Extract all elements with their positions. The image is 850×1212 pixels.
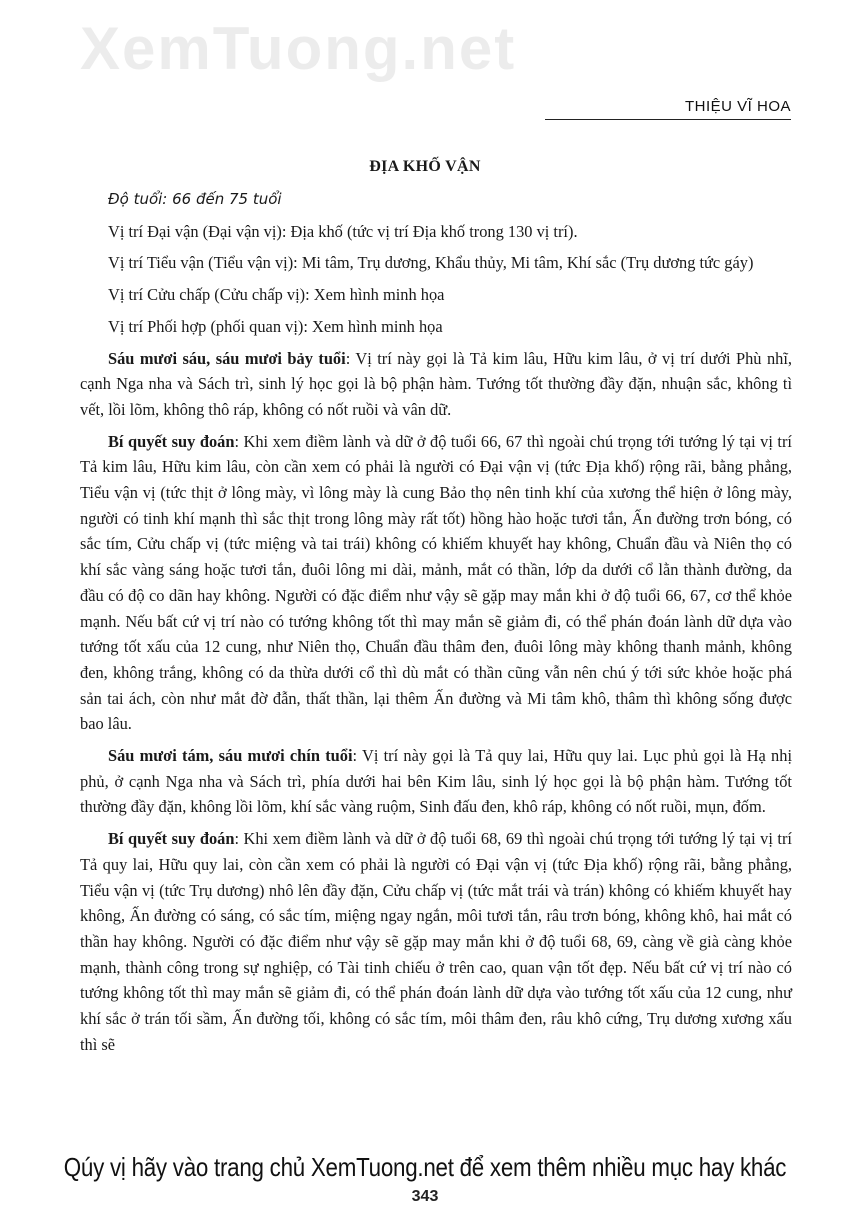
watermark: XemTuong.net [80,15,517,82]
paragraph-lead: Bí quyết suy đoán [108,431,235,451]
age-range [80,186,792,213]
paragraph [80,346,792,423]
paragraph-text: Vị trí Phối hợp (phối quan vị): Xem hình minh họa [108,316,443,336]
age-range-text: Độ tuổi: 66 đến 75 tuổi [108,190,282,208]
paragraph-text: : Khi xem điềm lành và dữ ở độ tuổi 68, 69 thì ngoài chú trọng tới tướng lý tại vị trí Tả quy lai, Hữu quy lai, còn cần xem có phải là người có Đại vận vị (tức Địa khố) rộng rãi, bằng phẳng, Tiểu vận vị (tức Trụ dương) nhô lên đầy đặn, Cửu chấp vị (tức mắt trái và trán) không có khiếm khuyết hay không, Ấn đường có sáng, có sắc tím, miệng ngay ngắn, môi tươi tắn, râu trơn bóng, không khô, hai mắt có thần hay không. Người có đặc điểm như vậy sẽ gặp may mắn khi ở độ tuổi 68, 69, càng về già càng khỏe mạnh, thành công trong sự nghiệp, có Tài tinh chiếu ở trên cao, quan vận tốt đẹp. Nếu bất cứ vị trí nào có tướng không tốt thì may mắn sẽ giảm đi, có thể phán đoán lành dữ dựa vào tướng tốt xấu của 12 cung, như khí sắc ở trán tối sầm, Ấn đường tối, không có sắc tím, môi thâm đen, râu khô cứng, Trụ dương xương xấu thì sẽ [80,829,792,1054]
paragraph [80,429,792,737]
paragraph-text: Vị trí Đại vận (Đại vận vị): Địa khố (tức vị trí Địa khố trong 130 vị trí). [108,221,578,241]
paragraph [80,314,792,340]
paragraph [80,219,792,245]
body-text [80,186,792,1064]
page-number: 343 [411,1188,439,1205]
paragraph-text: Vị trí Tiểu vận (Tiểu vận vị): Mi tâm, Trụ dương, Khẩu thủy, Mi tâm, Khí sắc (Trụ dương tức gáy) [108,253,754,273]
paragraph [80,743,792,820]
paragraph [80,826,792,1057]
paragraph-text: : Vị trí này gọi là Tả quy lai, Hữu quy lai. Lục phủ gọi là Hạ nhị phủ, ở cạnh Nga nha và Sách trì, phía dưới hai bên Kim lâu, sinh lý học gọi là bộ phận hàm. Tướng tốt thường đầy đặn, không lồi lõm, khí sắc vàng ruộm, Sinh đấu đen, khô ráp, không có nốt ruồi, mụn, đốm. [80,746,792,817]
paragraph-text: : Vị trí này gọi là Tả kim lâu, Hữu kim lâu, ở vị trí dưới Phù nhĩ, cạnh Nga nha và Sách trì, sinh lý học gọi là bộ phận hàm. Tướng tốt thường đầy đặn, nhuận sắc, không tì vết, lồi lõm, không thô ráp, không có nốt ruồi và vân dữ. [80,348,792,419]
running-head: THIỆU VĨ HOA [545,98,791,120]
paragraph-lead: Sáu mươi sáu, sáu mươi bảy tuổi [108,348,346,368]
paragraph-lead: Sáu mươi tám, sáu mươi chín tuổi [108,746,353,766]
paragraph [80,250,792,276]
paragraph [80,282,792,308]
paragraph-lead: Bí quyết suy đoán [108,829,235,849]
paragraph-text: Vị trí Cửu chấp (Cửu chấp vị): Xem hình minh họa [108,285,445,305]
paragraph-text: : Khi xem điềm lành và dữ ở độ tuổi 66, 67 thì ngoài chú trọng tới tướng lý tại vị trí Tả kim lâu, Hữu kim lâu, còn cần xem có phải là người có Đại vận vị (tức Địa khố) rộng rãi, bằng phẳng, Tiểu vận vị (tức thịt ở lông mày, vì lông mày là cung Bảo thọ nên tinh khí của xương thể hiện ở lông mày, người có tinh khí mạnh thì sắc thịt trong lông mày rất tốt) hồng hào hoặc tươi tắn, Ấn đường trơn bóng, có sắc tím, Cửu chấp vị (tức miệng và tai trái) không có khiếm khuyết hay không, Chuẩn đầu và Niên thọ có khí sắc vàng sáng hoặc tươi tắn, đuôi lông mi dài, mảnh, mắt có thần, lớp da dưới cổ lằn thành đường, da đầu có độ co dãn hay không. Người có đặc điểm như vậy sẽ gặp may mắn khi ở độ tuổi 66, 67, cơ thể khỏe mạnh. Nếu bất cứ vị trí nào có tướng không tốt thì may mắn sẽ giảm đi, có thể phán đoán lành dữ dựa vào tướng tốt xấu của 12 cung, như Niên thọ, Chuẩn đầu thâm đen, đuôi lông mày không thanh mảnh, không đen, không trắng, không có da thừa dưới cổ thì dù mắt có thần cũng vẫn nên chú ý tới sức khỏe hoặc phá sản tai ách, còn như mắt đờ đẫn, thất thần, lại thêm Ấn đường và Mi tâm khô, thâm thì không sống được bao lâu. [80,431,792,734]
footer-promo: Qúy vị hãy vào trang chủ XemTuong.net để xem thêm nhiều mục hay khác [63,1152,787,1182]
section-title: ĐỊA KHỐ VẬN [369,158,481,175]
